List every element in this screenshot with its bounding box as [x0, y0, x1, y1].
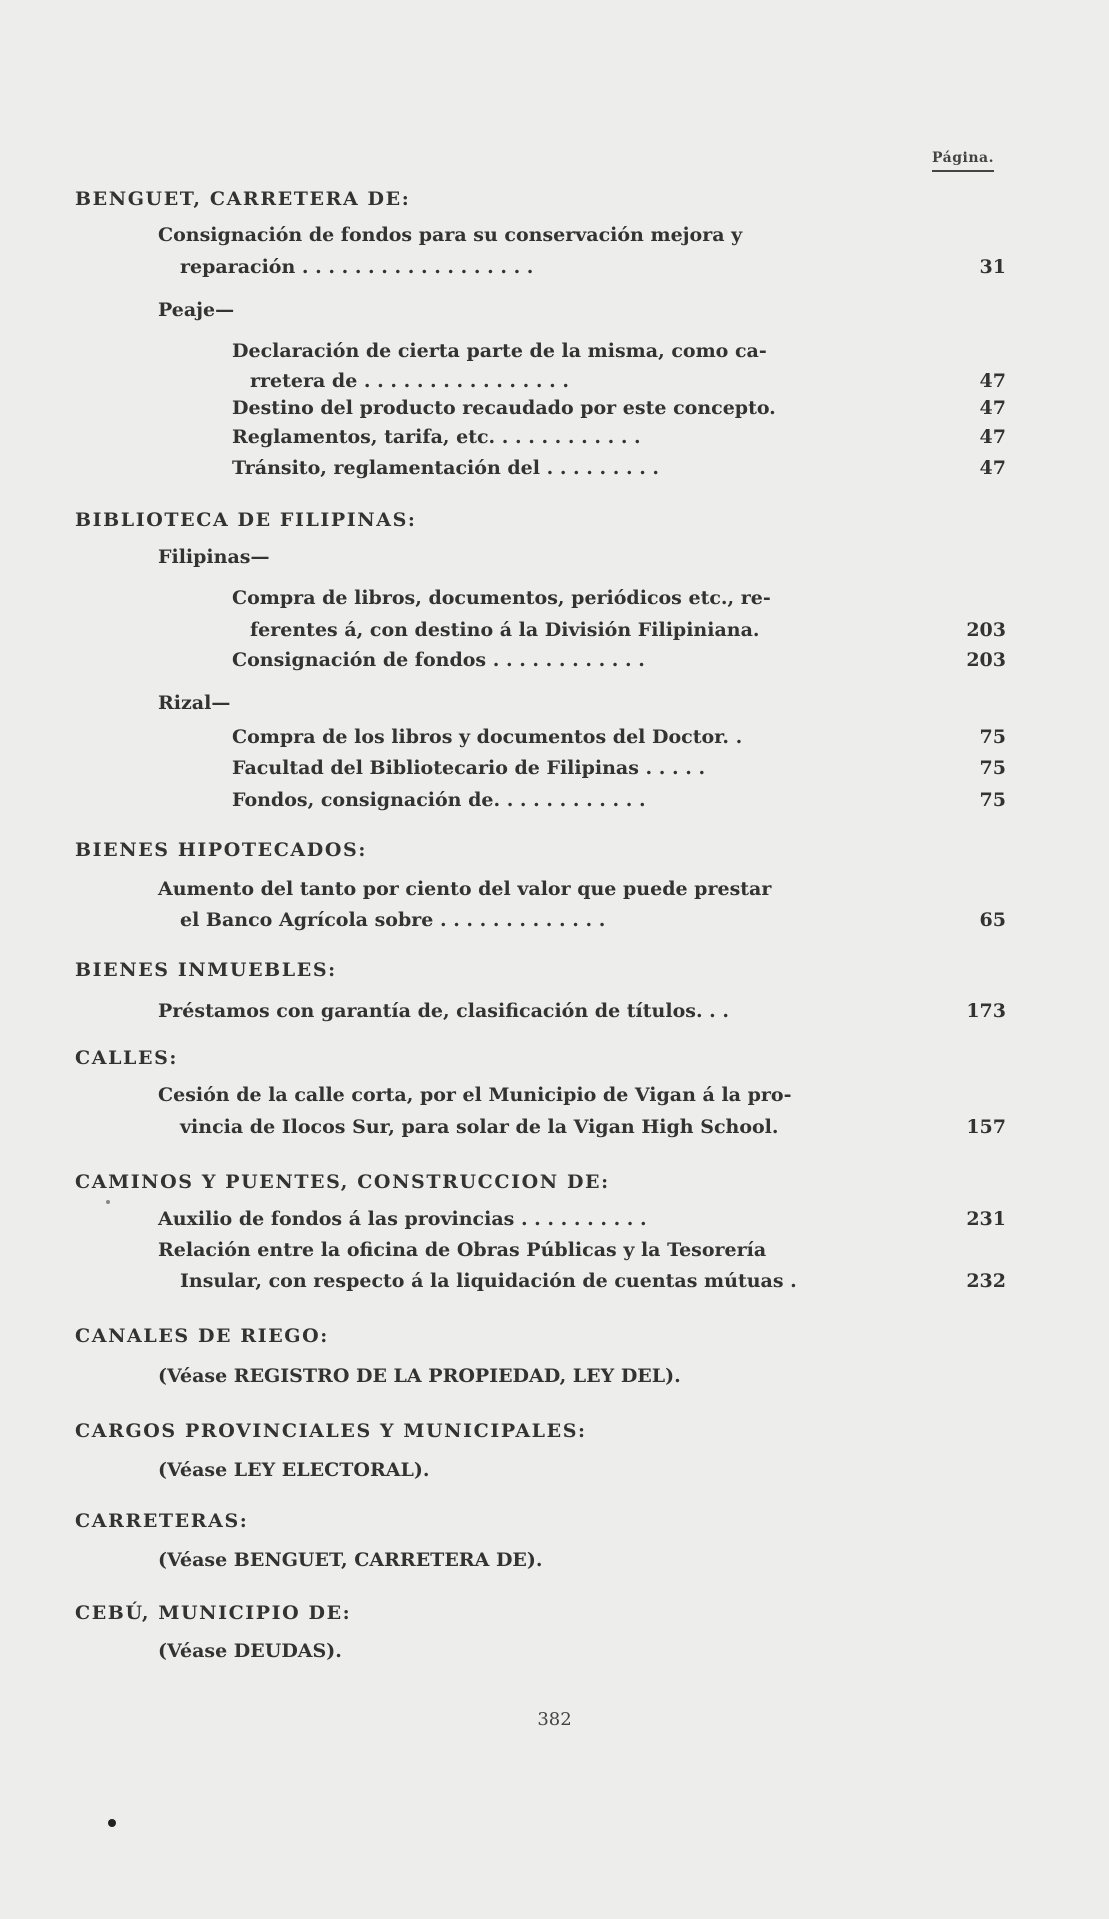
entry-text: Consignación de fondos . . . . . . . . . . . . — [232, 649, 645, 671]
entry-text: el Banco Agrícola sobre . . . . . . . . . . . . . — [180, 909, 606, 931]
entry-text: Consignación de fondos para su conservación mejora y — [158, 224, 743, 246]
entry-text: Insular, con respecto á la liquidación de cuentas mútuas . — [180, 1270, 797, 1292]
page-ref: 47 — [979, 426, 1006, 448]
page-ref: 47 — [979, 397, 1006, 419]
section-heading: CARGOS PROVINCIALES Y MUNICIPALES: — [75, 1420, 587, 1442]
page-ref: 31 — [979, 256, 1006, 278]
section-heading: BENGUET, CARRETERA DE: — [75, 188, 411, 210]
page-ref: 47 — [979, 457, 1006, 479]
section-heading: CALLES: — [75, 1047, 178, 1069]
section-heading: CEBÚ, MUNICIPIO DE: — [75, 1602, 352, 1624]
section-heading: CAMINOS Y PUENTES, CONSTRUCCION DE: — [75, 1171, 610, 1193]
page-ref: 157 — [966, 1116, 1006, 1138]
entry-text: Reglamentos, tarifa, etc. . . . . . . . . . . . — [232, 426, 641, 448]
entry-text: reparación . . . . . . . . . . . . . . . . . . — [180, 256, 534, 278]
cross-reference: (Véase REGISTRO DE LA PROPIEDAD, LEY DEL). — [158, 1365, 681, 1387]
page-ref: 232 — [966, 1270, 1006, 1292]
page-ref: 75 — [979, 757, 1006, 779]
page-ref: 65 — [979, 909, 1006, 931]
cross-reference: (Véase BENGUET, CARRETERA DE). — [158, 1549, 543, 1571]
entry-text: Destino del producto recaudado por este concepto. — [232, 397, 776, 419]
entry-text: vincia de Ilocos Sur, para solar de la Vigan High School. — [180, 1116, 779, 1138]
entry-text: Préstamos con garantía de, clasificación de títulos. . . — [158, 1000, 730, 1022]
cross-reference: (Véase LEY ELECTORAL). — [158, 1459, 430, 1481]
section-heading: BIENES INMUEBLES: — [75, 959, 337, 981]
ink-speck — [106, 1200, 110, 1204]
section-heading: CANALES DE RIEGO: — [75, 1325, 329, 1347]
subsection-label: Peaje— — [158, 299, 235, 321]
section-heading: BIBLIOTECA DE FILIPINAS: — [75, 509, 417, 531]
entry-text: Relación entre la oficina de Obras Públicas y la Tesorería — [158, 1239, 767, 1261]
entry-text: rretera de . . . . . . . . . . . . . . . . — [250, 370, 569, 392]
page-ref: 75 — [979, 789, 1006, 811]
ink-speck — [108, 1819, 116, 1827]
entry-text: ferentes á, con destino á la División Filipiniana. — [250, 619, 760, 641]
entry-text: Compra de libros, documentos, periódicos etc., re- — [232, 587, 771, 609]
section-heading: BIENES HIPOTECADOS: — [75, 839, 367, 861]
page-ref: 203 — [966, 619, 1006, 641]
entry-text: Facultad del Bibliotecario de Filipinas . . . . . — [232, 757, 706, 779]
entry-text: Compra de los libros y documentos del Doctor. . — [232, 726, 743, 748]
page-ref: 173 — [966, 1000, 1006, 1022]
page-ref: 75 — [979, 726, 1006, 748]
page-ref: 47 — [979, 370, 1006, 392]
cross-reference: (Véase DEUDAS). — [158, 1640, 342, 1662]
subsection-label: Rizal— — [158, 692, 231, 714]
page-ref: 203 — [966, 649, 1006, 671]
entry-text: Tránsito, reglamentación del . . . . . . . . . — [232, 457, 660, 479]
subsection-label: Filipinas— — [158, 546, 270, 568]
entry-text: Fondos, consignación de. . . . . . . . . . . . — [232, 789, 646, 811]
page-number: 382 — [537, 1709, 572, 1730]
entry-text: Aumento del tanto por ciento del valor que puede prestar — [158, 878, 772, 900]
entry-text: Auxilio de fondos á las provincias . . . . . . . . . . — [158, 1208, 647, 1230]
entry-text: Declaración de cierta parte de la misma, como ca- — [232, 340, 767, 362]
section-heading: CARRETERAS: — [75, 1510, 249, 1532]
page-column-label: Página. — [932, 150, 994, 172]
page-ref: 231 — [966, 1208, 1006, 1230]
entry-text: Cesión de la calle corta, por el Municipio de Vigan á la pro- — [158, 1084, 792, 1106]
